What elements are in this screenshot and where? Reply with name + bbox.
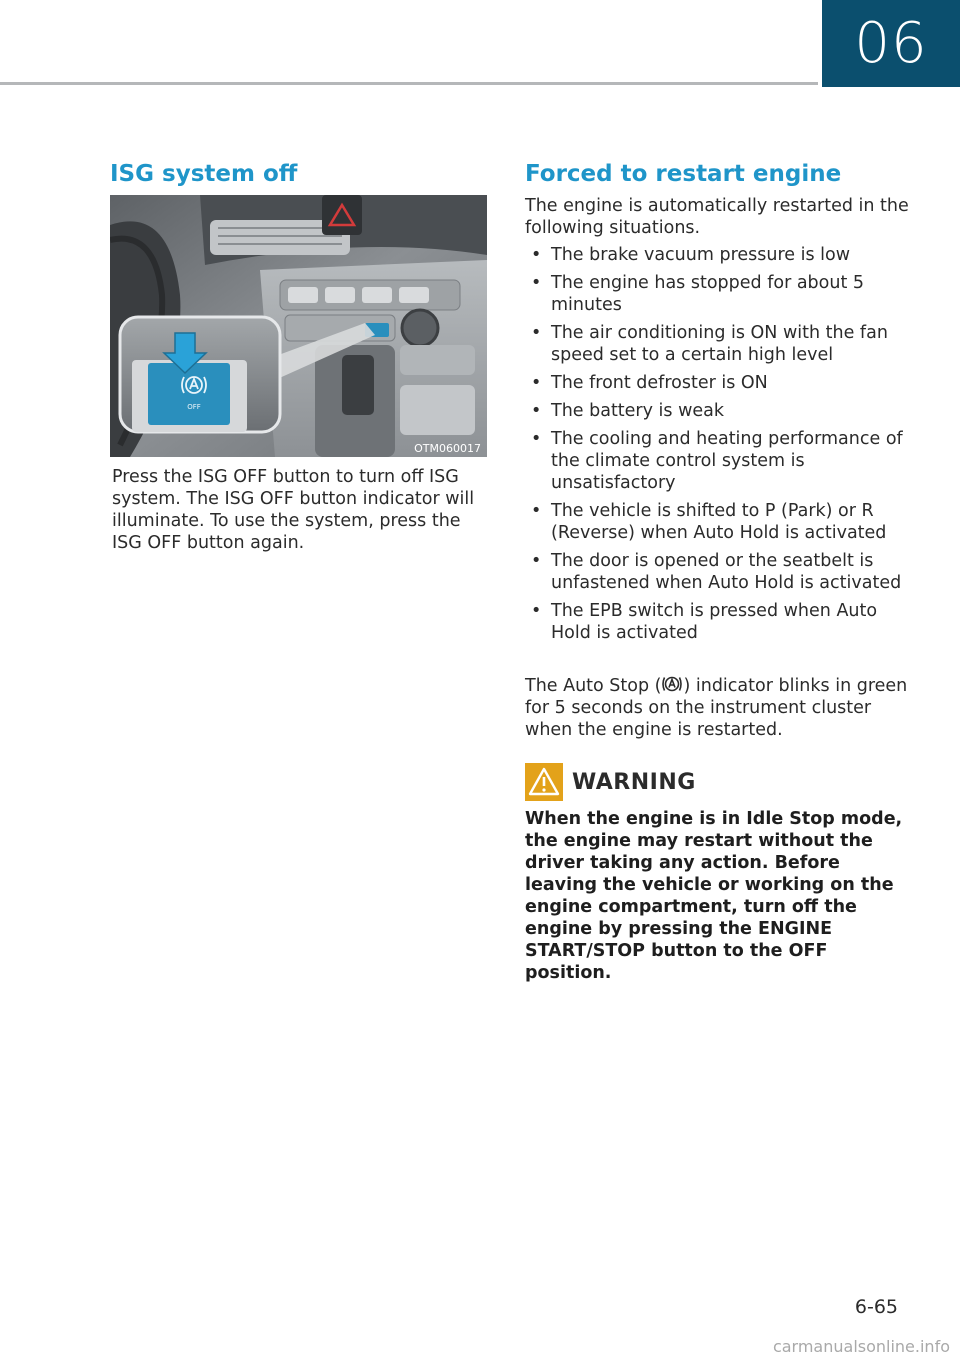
chapter-tab: 06 <box>822 0 960 87</box>
bullet-icon: • <box>531 245 542 265</box>
list-item: • The cooling and heating performance of the climate control system is unsatisfactory <box>531 429 903 493</box>
bullet-icon: • <box>531 429 542 449</box>
list-item: • The door is opened or the seatbelt is unfastened when Auto Hold is activated <box>531 551 902 593</box>
bullet-icon: • <box>531 401 542 421</box>
list-item: • The EPB switch is pressed when Auto Hold is activated <box>531 601 878 643</box>
bullet-icon: • <box>531 501 542 521</box>
isg-off-paragraph: Press the ISG OFF button to turn off ISG system. The ISG OFF button indicator will illuminate. To use the system, press the ISG OFF button again. <box>112 467 475 553</box>
bullet-icon: • <box>531 273 542 293</box>
bullet-icon: • <box>531 551 542 571</box>
restart-conditions-list <box>525 244 920 650</box>
list-item: • The brake vacuum pressure is low <box>531 245 851 265</box>
auto-stop-icon <box>661 674 683 694</box>
list-item: • The air conditioning is ON with the fan speed set to a certain high level <box>531 323 888 365</box>
warning-title: WARNING <box>572 770 696 795</box>
auto-stop-note: The Auto Stop ( ) indicator blinks in green for 5 seconds on the instrument cluster when the engine is restarted. <box>525 676 908 740</box>
isg-off-photo <box>110 195 487 457</box>
isg-off-button <box>148 363 230 425</box>
warning-icon <box>525 763 563 801</box>
page-number: 6-65 <box>854 1296 898 1318</box>
warning-text: When the engine is in Idle Stop mode, the engine may restart without the driver taking any action. Before leaving the vehicle or working on the engine compartment, turn off the engine by pressing the ENGINE START/STOP button to the OFF position. <box>525 809 903 983</box>
dashboard-illustration <box>110 195 487 457</box>
section-heading-forced-restart: Forced to restart engine <box>525 161 842 187</box>
image-code: OTM060017 <box>414 442 481 455</box>
list-item: • The engine has stopped for about 5 minutes <box>531 273 865 315</box>
header-rule <box>0 82 818 85</box>
bullet-icon: • <box>531 601 542 621</box>
list-item: • The vehicle is shifted to P (Park) or R (Reverse) when Auto Hold is activated <box>531 501 887 543</box>
list-item: • The battery is weak <box>531 401 725 421</box>
svg-text:OFF: OFF <box>187 403 201 411</box>
list-item: • The front defroster is ON <box>531 373 768 393</box>
watermark: carmanualsonline.info <box>772 1337 950 1356</box>
section-heading-isg-off: ISG system off <box>110 161 298 187</box>
bullet-icon: • <box>531 373 542 393</box>
bullet-icon: • <box>531 323 542 343</box>
restart-intro: The engine is automatically restarted in the following situations. <box>525 196 909 238</box>
